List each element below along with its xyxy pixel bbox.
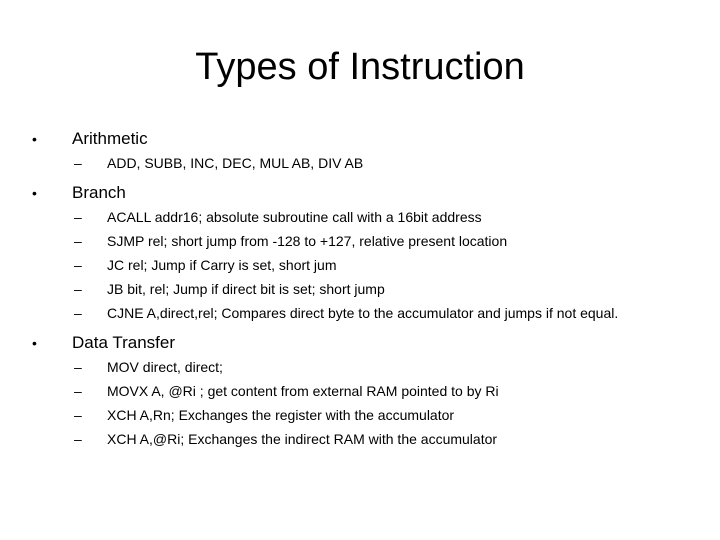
section-heading-row [30, 126, 680, 152]
list-item [74, 210, 680, 224]
list-item [74, 156, 680, 170]
dash-icon: – [74, 359, 82, 375]
dash-icon: – [74, 281, 82, 297]
list-item-text: ADD, SUBB, INC, DEC, MUL AB, DIV AB [107, 155, 364, 171]
dash-icon: – [74, 431, 82, 447]
list-item-text: XCH A,Rn; Exchanges the register with the accumulator [107, 407, 455, 423]
list-item-text: JC rel; Jump if Carry is set, short jum [107, 257, 337, 273]
dash-icon: – [74, 233, 82, 249]
list-item [74, 306, 680, 320]
list-item-text: MOV direct, direct; [107, 359, 223, 375]
list-item [74, 360, 680, 374]
section-heading: Arithmetic [72, 129, 148, 148]
dash-icon: – [74, 155, 82, 171]
list-item-text: CJNE A,direct,rel; Compares direct byte to the accumulator and jumps if not equal. [107, 305, 619, 321]
list-item-text: SJMP rel; short jump from -128 to +127, relative present location [107, 233, 508, 249]
slide-content [30, 126, 680, 456]
section-branch [30, 180, 680, 320]
dash-icon: – [74, 257, 82, 273]
sub-list [74, 210, 680, 320]
list-item [74, 234, 680, 248]
section-arithmetic [30, 126, 680, 170]
list-item [74, 408, 680, 422]
section-heading-row [30, 180, 680, 206]
list-item [74, 282, 680, 296]
sub-list [74, 156, 680, 170]
slide-title: Types of Instruction [195, 46, 525, 88]
list-item [74, 258, 680, 272]
section-heading-row [30, 330, 680, 356]
list-item [74, 432, 680, 446]
dash-icon: – [74, 209, 82, 225]
list-item [74, 384, 680, 398]
list-item-text: JB bit, rel; Jump if direct bit is set; short jump [107, 281, 385, 297]
list-item-text: ACALL addr16; absolute subroutine call with a 16bit address [107, 209, 482, 225]
section-heading: Data Transfer [72, 333, 175, 352]
sub-list [74, 360, 680, 446]
bullet-icon: • [32, 335, 37, 351]
section-data-transfer [30, 330, 680, 446]
section-heading: Branch [72, 183, 126, 202]
bullet-icon: • [32, 131, 37, 147]
list-item-text: XCH A,@Ri; Exchanges the indirect RAM with the accumulator [107, 431, 498, 447]
dash-icon: – [74, 305, 82, 321]
dash-icon: – [74, 407, 82, 423]
list-item-text: MOVX A, @Ri ; get content from external RAM pointed to by Ri [107, 383, 499, 399]
dash-icon: – [74, 383, 82, 399]
bullet-icon: • [32, 185, 37, 201]
